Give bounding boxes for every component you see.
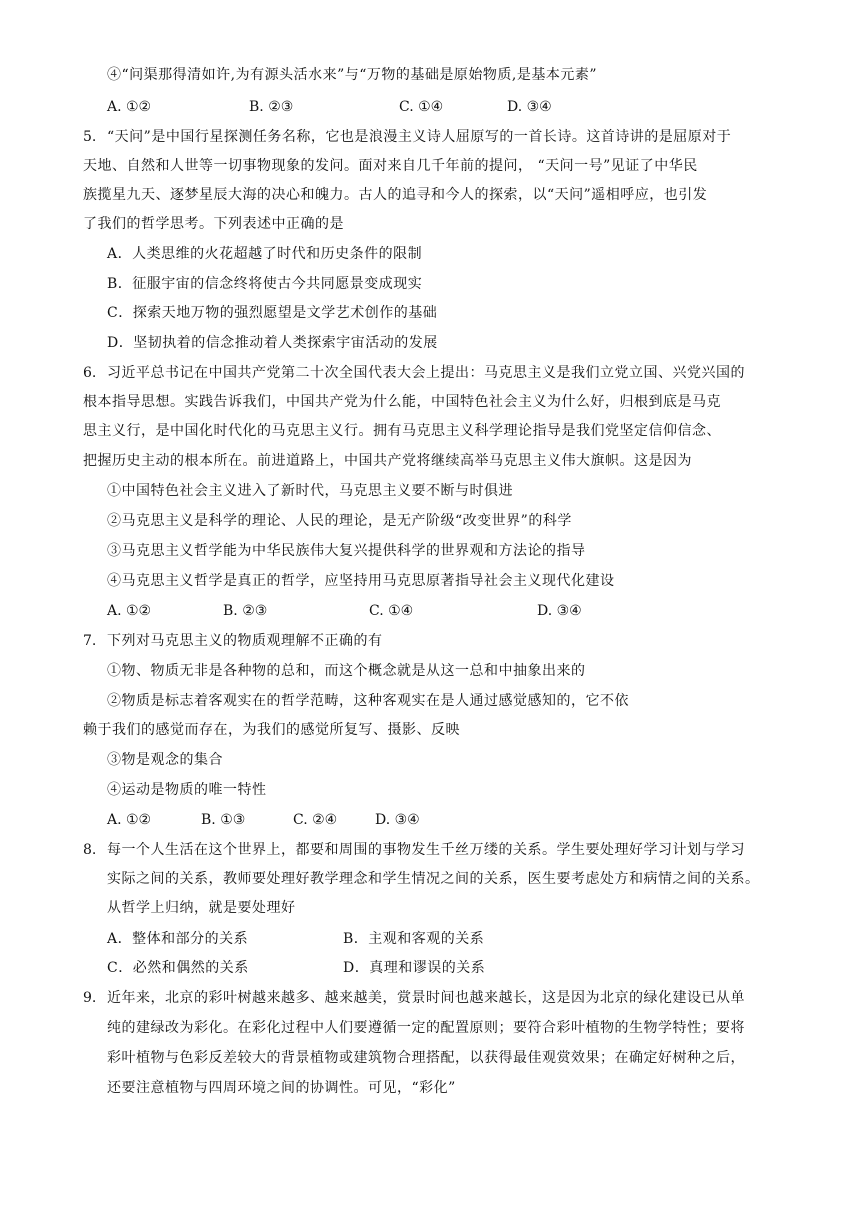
q8-number: 8. [83, 842, 97, 858]
q5-number: 5. [83, 129, 97, 145]
q8-stem-line: 每一个人生活在这个世界上，都要和周围的事物发生千丝万缕的关系。学生要处理好学习计划与学习 [107, 842, 745, 858]
q8-choice-b[interactable]: B．主观和客观的关系 [343, 931, 485, 947]
q8-choice-a[interactable]: A．整体和部分的关系 [107, 931, 249, 947]
q5-choice-a[interactable]: A．人类思维的火花超越了时代和历史条件的限制 [107, 246, 423, 262]
q5-choice-b[interactable]: B．征服宇宙的信念终将使古今共同愿景变成现实 [107, 276, 423, 292]
q9-number: 9. [83, 990, 97, 1006]
q8-stem-line: 实际之间的关系，教师要处理好教学理念和学生情况之间的关系，医生要考虑处方和病情之间的关系。 [107, 871, 760, 887]
q7-option-c[interactable]: C. ②④ [293, 812, 338, 828]
q4-item-4: ④“问渠那得清如许,为有源头活水来”与“万物的基础是原始物质,是基本元素” [107, 67, 598, 83]
q6-option-a[interactable]: A. ①② [107, 603, 152, 619]
q4-option-b[interactable]: B. ②③ [249, 99, 294, 115]
q5-choice-c[interactable]: C．探索天地万物的强烈愿望是文学艺术创作的基础 [107, 305, 438, 321]
q5-choice-d[interactable]: D．坚韧执着的信念推动着人类探索宇宙活动的发展 [107, 335, 438, 351]
q6-stem-line: 根本指导思想。实践告诉我们，中国共产党为什么能，中国特色社会主义为什么好，归根到底是马克 [83, 394, 721, 410]
q6-item-1: ①中国特色社会主义进入了新时代，马克思主义要不断与时俱进 [107, 483, 513, 499]
q6-option-d[interactable]: D. ③④ [537, 603, 582, 619]
q9-stem-line: 近年来，北京的彩叶树越来越多、越来越美，赏景时间也越来越长，这是因为北京的绿化建设已从单 [107, 990, 745, 1006]
q5-stem-line: 族揽星九天、逐梦星辰大海的决心和魄力。古人的追寻和今人的探索，以“天问”遥相呼应，也引发 [83, 187, 708, 203]
q5-stem-line: 了我们的哲学思考。下列表述中正确的是 [83, 216, 344, 232]
q7-number: 7. [83, 633, 97, 649]
q9-stem-line: 彩叶植物与色彩反差较大的背景植物或建筑物合理搭配，以获得最佳观赏效果；在确定好树种之后， [107, 1050, 745, 1066]
q4-option-a[interactable]: A. ①② [107, 99, 152, 115]
q7-option-a[interactable]: A. ①② [107, 812, 152, 828]
q8-choice-c[interactable]: C．必然和偶然的关系 [107, 960, 249, 976]
q6-option-b[interactable]: B. ②③ [223, 603, 268, 619]
q7-item-3: ③物是观念的集合 [107, 752, 223, 768]
q6-item-3: ③马克思主义哲学能为中华民族伟大复兴提供科学的世界观和方法论的指导 [107, 543, 586, 559]
q6-item-2: ②马克思主义是科学的理论、人民的理论，是无产阶级“改变世界”的科学 [107, 513, 572, 529]
q7-item-2: ②物质是标志着客观实在的哲学范畴，这种客观实在是人通过感觉感知的，它不依 [107, 693, 629, 709]
q6-stem-line: 思主义行，是中国化时代化的马克思主义行。拥有马克思主义科学理论指导是我们党坚定信仰信念、 [83, 423, 721, 439]
q6-item-4: ④马克思主义哲学是真正的哲学，应坚持用马克思原著指导社会主义现代化建设 [107, 573, 615, 589]
q7-option-d[interactable]: D. ③④ [375, 812, 420, 828]
q9-stem-line: 纯的建绿改为彩化。在彩化过程中人们要遵循一定的配置原则；要符合彩叶植物的生物学特性；要将 [107, 1020, 745, 1036]
q4-option-c[interactable]: C. ①④ [399, 99, 444, 115]
q7-option-b[interactable]: B. ①③ [201, 812, 246, 828]
q9-stem-line: 还要注意植物与四周环境之间的协调性。可见，“彩化” [107, 1080, 456, 1096]
q5-stem-line: 天地、自然和人世等一切事物现象的发问。面对来自几千年前的提问， “天问一号”见证了中华民 [83, 158, 698, 174]
q7-item-2-continued: 赖于我们的感觉而存在，为我们的感觉所复写、摄影、反映 [83, 722, 460, 738]
q4-option-d[interactable]: D. ③④ [507, 99, 552, 115]
q7-stem: 下列对马克思主义的物质观理解不正确的有 [107, 633, 383, 649]
q6-stem-line: 把握历史主动的根本所在。前进道路上，中国共产党将继续高举马克思主义伟大旗帜。这是因为 [83, 453, 692, 469]
q6-stem-line: 习近平总书记在中国共产党第二十次全国代表大会上提出：马克思主义是我们立党立国、兴党兴国的 [107, 365, 745, 381]
q6-option-c[interactable]: C. ①④ [369, 603, 414, 619]
q8-stem-line: 从哲学上归纳，就是要处理好 [107, 900, 296, 916]
q5-stem-line: “天问”是中国行星探测任务名称，它也是浪漫主义诗人屈原写的一首长诗。这首诗讲的是屈原对于 [107, 129, 732, 145]
q7-item-4: ④运动是物质的唯一特性 [107, 782, 267, 798]
q6-number: 6. [83, 365, 97, 381]
q8-choice-d[interactable]: D．真理和谬误的关系 [343, 960, 486, 976]
q7-item-1: ①物、物质无非是各种物的总和，而这个概念就是从这一总和中抽象出来的 [107, 663, 586, 679]
